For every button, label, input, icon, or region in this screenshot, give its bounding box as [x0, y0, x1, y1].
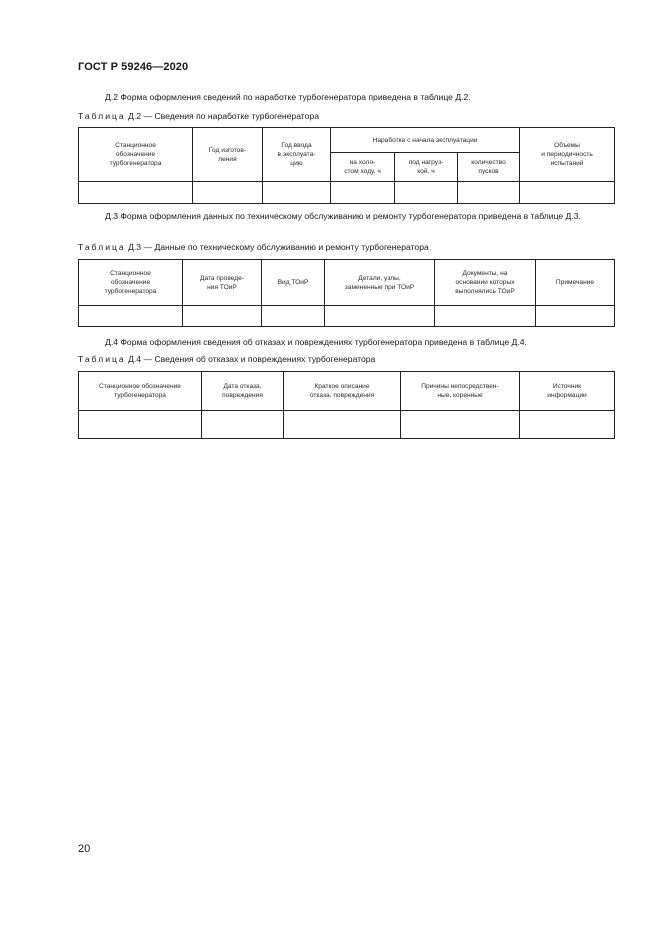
table-header-cell: Станционное обозначение турбогенератора — [79, 372, 202, 411]
caption-label: Таблица — [78, 242, 126, 252]
standard-header: ГОСТ Р 59246—2020 — [78, 61, 189, 73]
table-empty-row — [79, 306, 615, 327]
table-header-cell: Краткое описание отказа, повреждения — [284, 372, 401, 411]
table-d2 — [78, 127, 615, 204]
table-subheader-cell: количество пусков — [458, 153, 520, 182]
caption-table-d2 — [78, 111, 614, 122]
table-d4 — [78, 371, 615, 439]
table-subheader-cell: под нагруз- кой, ч — [395, 153, 458, 182]
table-d3 — [78, 259, 615, 327]
caption-text: Д.4 — Сведения об отказах и повреждениях турбогенератора — [125, 354, 376, 364]
caption-table-d4 — [78, 354, 614, 365]
table-header-cell: Дата проведе- ния ТОиР — [183, 260, 262, 306]
table-header-cell: Причины непосредствен- ные, коренные — [401, 372, 520, 411]
paragraph-d4: Д.4 Форма оформления сведения об отказах и повреждениях турбогенератора приведена в таблице Д.4. — [105, 337, 527, 347]
table-header-cell: Детали, узлы, замененные при ТОиР — [325, 260, 435, 306]
table-header-group: Наработка с начала эксплуатации — [331, 128, 520, 153]
paragraph-d3: Д.3 Форма оформления данных по техническому обслуживанию и ремонту турбогенератора приведена в таблице Д.3. — [105, 211, 581, 221]
caption-text: Д.3 — Данные по техническому обслуживанию и ремонту турбогенератора — [125, 242, 429, 252]
table-header-cell: Станционное обозначение турбогенератора — [79, 128, 193, 182]
table-header-cell: Объемы и периодичность испытаний — [520, 128, 615, 182]
table-header-cell: Источник информации — [520, 372, 615, 411]
table-header-cell: Год изготов- ления — [193, 128, 263, 182]
table-empty-row — [79, 182, 615, 204]
table-header-cell: Примечание — [536, 260, 615, 306]
caption-text: Д.2 — Сведения по наработке турбогенератора — [125, 111, 319, 121]
table-header-cell: Год ввода в эксплуата- цию — [263, 128, 331, 182]
caption-label: Таблица — [78, 354, 126, 364]
table-header-cell: Вид ТОиР — [262, 260, 325, 306]
table-header-cell: Станционное обозначение турбогенератора — [79, 260, 183, 306]
paragraph-d2: Д.2 Форма оформления сведений по наработке турбогенератора приведена в таблице Д.2. — [105, 92, 471, 102]
table-header-cell: Документы, на основании которых выполнялись ТОиР — [435, 260, 536, 306]
page-number: 20 — [78, 843, 91, 855]
table-empty-row — [79, 411, 615, 439]
table-subheader-cell: на холо- стом ходу, ч — [331, 153, 395, 182]
caption-table-d3 — [78, 242, 614, 253]
table-header-cell: Дата отказа, повреждения — [202, 372, 284, 411]
caption-label: Таблица — [78, 111, 126, 121]
